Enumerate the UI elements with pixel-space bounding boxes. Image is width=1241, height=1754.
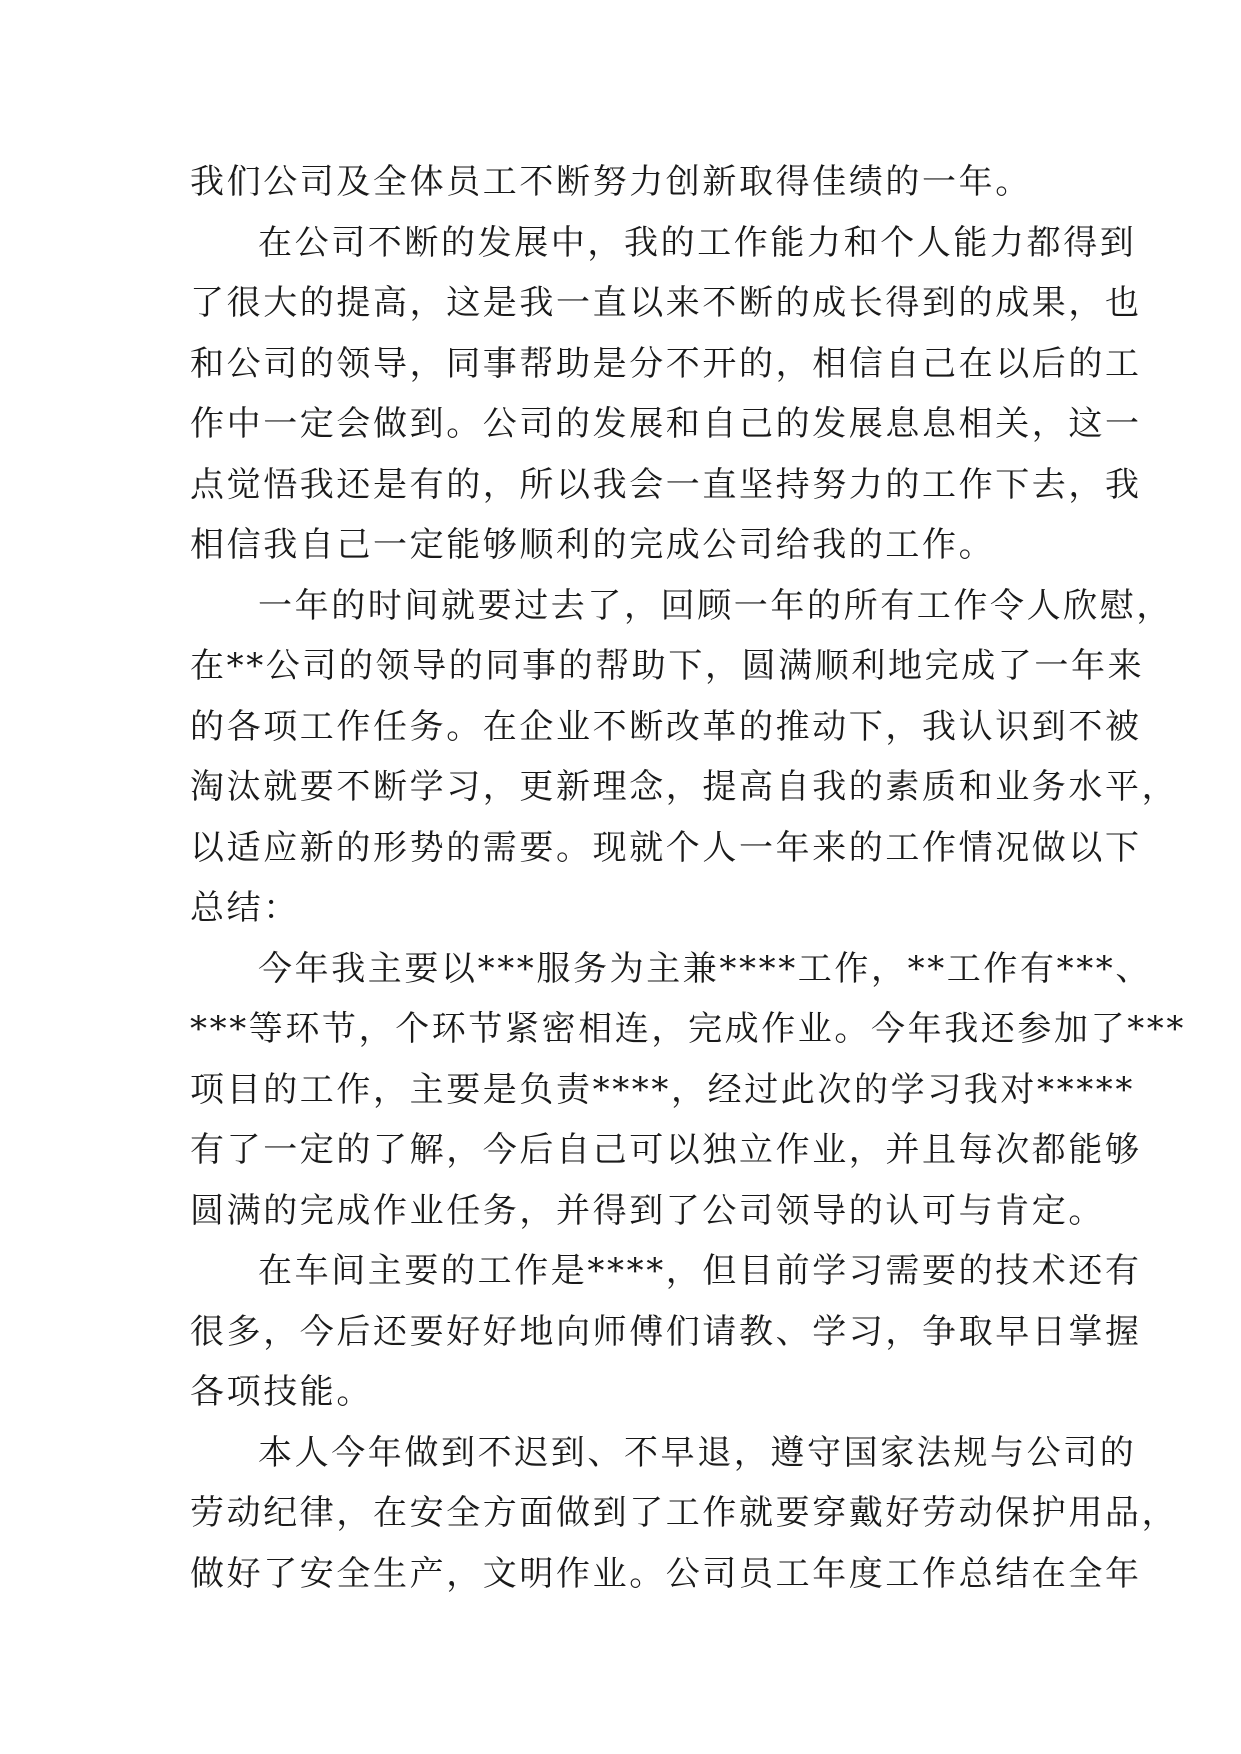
- text-line: 相信我自己一定能够顺利的完成公司给我的工作。: [190, 525, 996, 565]
- text-line: 了很大的提高，这是我一直以来不断的成长得到的成果，也: [190, 283, 1142, 323]
- text-line: 今年我主要以***服务为主兼****工作，**工作有***、: [258, 948, 1152, 989]
- text-line: 在车间主要的工作是****，但目前学习需要的技术还有: [258, 1251, 1142, 1291]
- text-line: 项目的工作，主要是负责****，经过此次的学习我对*****: [190, 1069, 1135, 1110]
- text-line: 总结：: [190, 888, 300, 928]
- text-line: 做好了安全生产，文明作业。公司员工年度工作总结在全年: [190, 1553, 1142, 1594]
- text-line: 在公司不断的发展中，我的工作能力和个人能力都得到: [258, 222, 1137, 263]
- text-line: 劳动纪律，在安全方面做到了工作就要穿戴好劳动保护用品，: [190, 1493, 1179, 1533]
- text-line: 各项技能。: [190, 1372, 373, 1412]
- text-line: 有了一定的了解，今后自己可以独立作业，并且每次都能够: [190, 1130, 1142, 1170]
- text-line: 淘汰就要不断学习，更新理念，提高自我的素质和业务水平，: [190, 767, 1179, 807]
- text-line: 很多，今后还要好好地向师傅们请教、学习，争取早日掌握: [190, 1311, 1142, 1352]
- text-line: ***等环节，个环节紧密相连，完成作业。今年我还参加了***: [190, 1009, 1186, 1049]
- document-body: [190, 152, 1186, 1604]
- text-line: 圆满的完成作业任务，并得到了公司领导的认可与肯定。: [190, 1190, 1105, 1231]
- text-line: 以适应新的形势的需要。现就个人一年来的工作情况做以下: [190, 827, 1142, 868]
- text-line: 和公司的领导，同事帮助是分不开的，相信自己在以后的工: [190, 343, 1142, 384]
- text-line: 我们公司及全体员工不断努力创新取得佳绩的一年。: [190, 162, 1032, 202]
- text-line: 本人今年做到不迟到、不早退，遵守国家法规与公司的: [258, 1432, 1137, 1473]
- text-line: 作中一定会做到。公司的发展和自己的发展息息相关，这一: [190, 404, 1142, 444]
- text-line: 点觉悟我还是有的，所以我会一直坚持努力的工作下去，我: [190, 464, 1142, 505]
- text-line: 的各项工作任务。在企业不断改革的推动下，我认识到不被: [190, 706, 1142, 747]
- text-line: 在**公司的领导的同事的帮助下，圆满顺利地完成了一年来: [190, 646, 1145, 686]
- text-line: 一年的时间就要过去了，回顾一年的所有工作令人欣慰，: [258, 585, 1173, 626]
